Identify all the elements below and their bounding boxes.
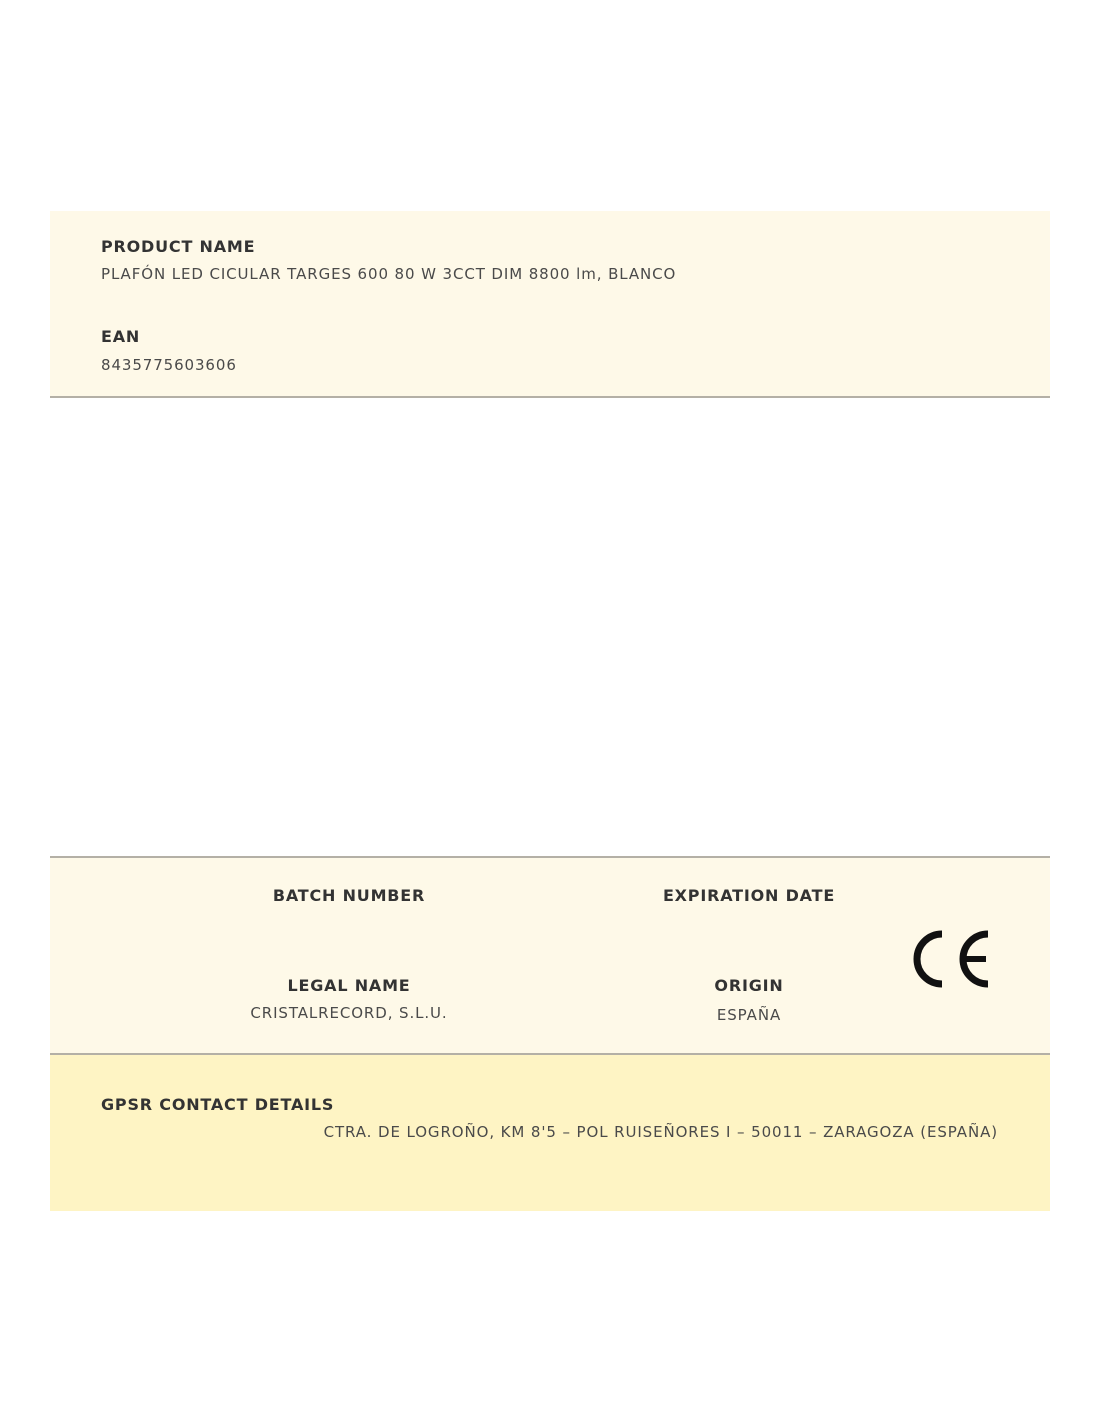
origin-label: ORIGIN [714,976,784,995]
gpsr-section [50,1055,1050,1211]
expiration-date-label: EXPIRATION DATE [662,886,836,905]
batch-number-label: BATCH NUMBER [272,886,426,905]
product-name-value: PLAFÓN LED CICULAR TARGES 600 80 W 3CCT DIM 8800 lm, BLANCO [101,265,677,283]
gpsr-address: CTRA. DE LOGROÑO, KM 8'5 – POL RUISEÑORES I – 50011 – ZARAGOZA (ESPAÑA) [323,1123,998,1141]
legal-name-value: CRISTALRECORD, S.L.U. [250,1004,448,1022]
batch-info-section [50,856,1050,1055]
product-section [50,211,1050,398]
gpsr-contact-label: GPSR CONTACT DETAILS [101,1095,335,1114]
ce-mark-icon [908,928,994,990]
product-name-label: PRODUCT NAME [101,237,256,256]
ean-value: 8435775603606 [101,356,237,374]
ean-label: EAN [101,327,141,346]
origin-value: ESPAÑA [716,1006,782,1024]
legal-name-label: LEGAL NAME [287,976,411,995]
